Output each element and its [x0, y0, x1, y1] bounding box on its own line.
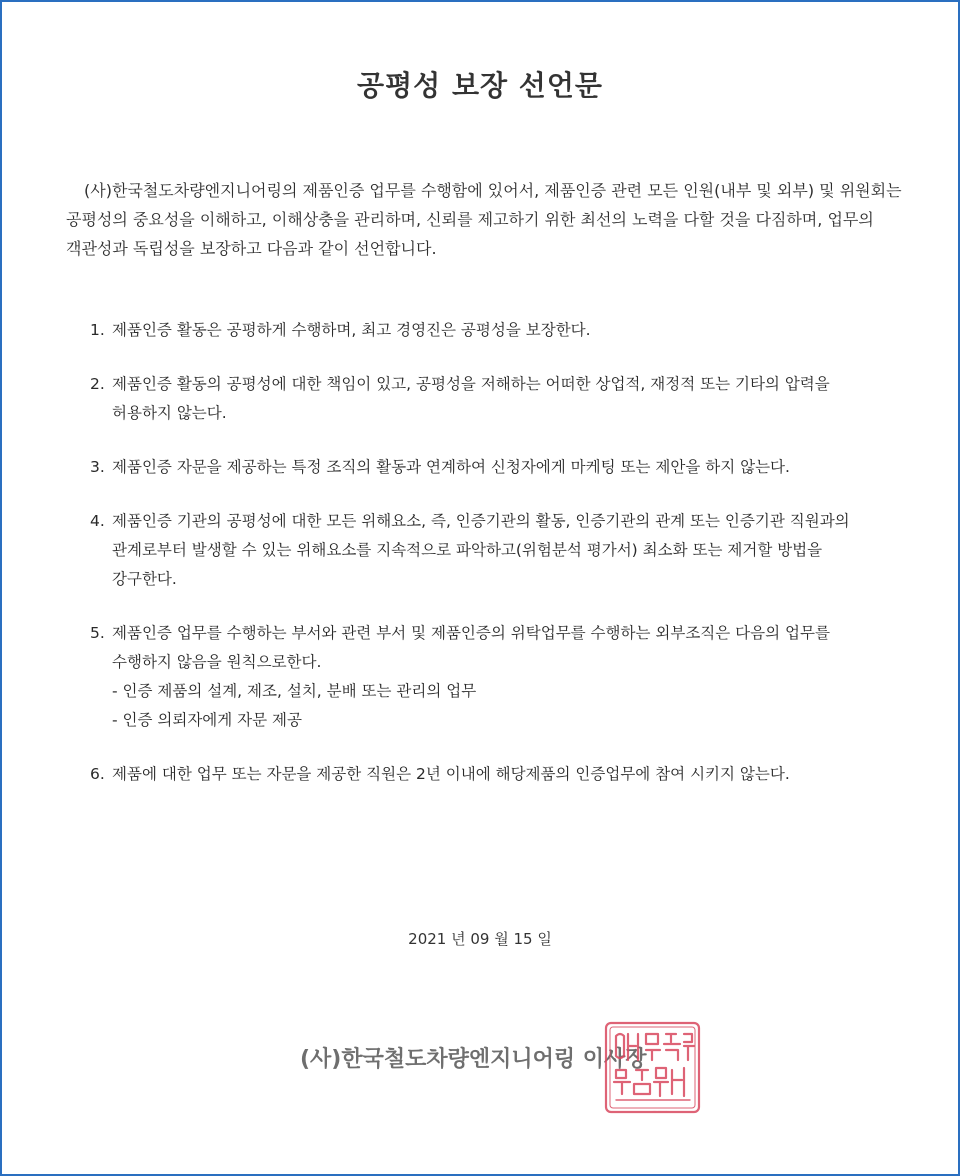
item-text: 제품인증 자문을 제공하는 특정 조직의 활동과 연계하여 신청자에게 마케팅 또는 제안을 하지 않는다.: [112, 458, 790, 476]
declaration-item: [90, 316, 880, 345]
sub-list: [112, 677, 880, 735]
item-number: 6.: [90, 765, 105, 783]
svg-text:(사)한국철도차량엔지니어링이사장인: (사)한국철도차량엔지니어링이사장인: [652, 1112, 669, 1113]
intro-paragraph: (사)한국철도차량엔지니어링의 제품인증 업무를 수행함에 있어서, 제품인증 관련 모든 인원(내부 및 외부) 및 위원회는 공평성의 중요성을 이해하고, 이해상충을 관리하며, 신뢰를 제고하기 위한 최선의 노력을 다할 것을 다짐하며, 업무의 객관성과 독립성을 보장하고 다음과 같이 선언합니다.: [66, 181, 902, 258]
declaration-list: [90, 316, 880, 814]
official-seal-stamp: [602, 1018, 704, 1118]
item-number: 3.: [90, 458, 105, 476]
declaration-item: [90, 619, 880, 735]
signatory-name: (사)한국철도차량엔지니어링 이사장: [300, 1047, 647, 1072]
item-text: 제품인증 활동은 공평하게 수행하며, 최고 경영진은 공평성을 보장한다.: [112, 321, 591, 339]
item-number: 4.: [90, 512, 105, 530]
declaration-item: [90, 453, 880, 482]
item-text: 제품인증 업무를 수행하는 부서와 관련 부서 및 제품인증의 위탁업무를 수행하는 외부조직은 다음의 업무를 수행하지 않음을 원칙으로한다.: [112, 624, 830, 671]
sub-item: - 인증 의뢰자에게 자문 제공: [112, 711, 303, 729]
item-number: 5.: [90, 624, 105, 642]
declaration-date: 2021 년 09 월 15 일: [408, 930, 552, 948]
sub-item: - 인증 제품의 설계, 제조, 설치, 분배 또는 관리의 업무: [112, 682, 477, 700]
declaration-item: [90, 760, 880, 789]
item-text: 제품에 대한 업무 또는 자문을 제공한 직원은 2년 이내에 해당제품의 인증업무에 참여 시키지 않는다.: [112, 765, 790, 783]
item-text: 제품인증 활동의 공평성에 대한 책임이 있고, 공평성을 저해하는 어떠한 상업적, 재정적 또는 기타의 압력을 허용하지 않는다.: [112, 375, 830, 422]
page-title: 공평성 보장 선언문: [357, 69, 603, 102]
item-text: 제품인증 기관의 공평성에 대한 모든 위해요소, 즉, 인증기관의 활동, 인증기관의 관계 또는 인증기관 직원과의 관계로부터 발생할 수 있는 위해요소를 지속적으로 파악하고(위험분석 평가서) 최소화 또는 제거할 방법을 강구한다.: [112, 512, 850, 588]
item-number: 2.: [90, 375, 105, 393]
declaration-item: [90, 507, 880, 594]
declaration-item: [90, 370, 880, 428]
item-number: 1.: [90, 321, 105, 339]
